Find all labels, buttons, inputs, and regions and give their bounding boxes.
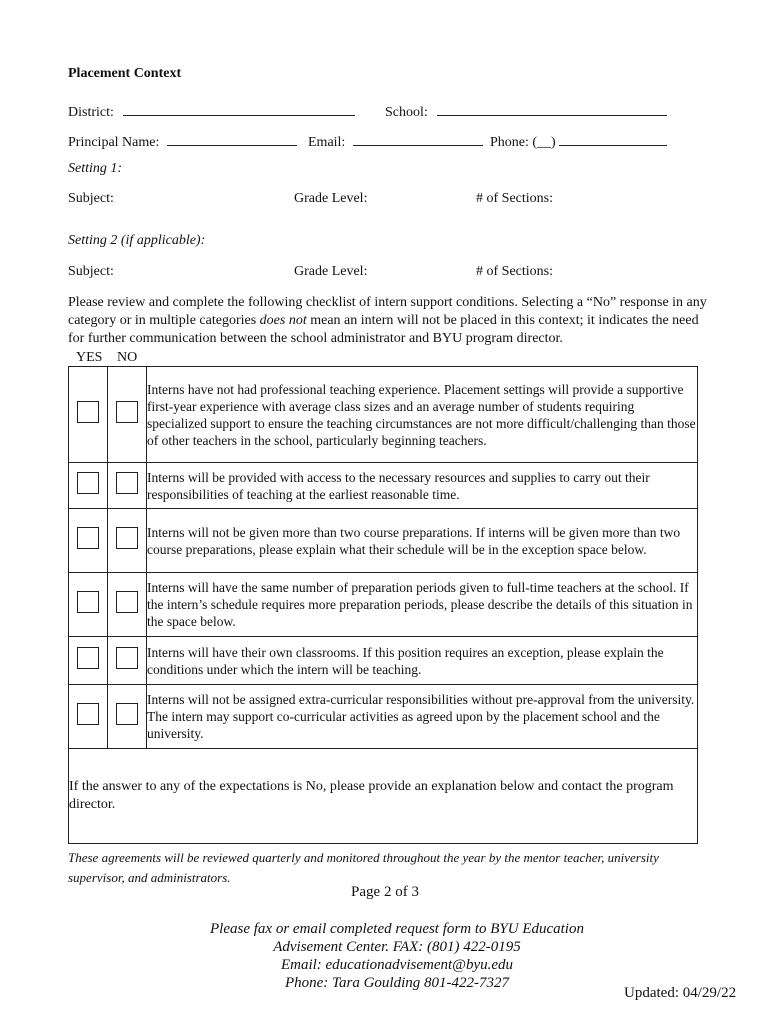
email-field[interactable] xyxy=(353,131,483,146)
checklist-item-text: Interns will be provided with access to the necessary resources and supplies to carry out their responsibilities of teaching at the earliest reasonable time. xyxy=(147,463,698,509)
school-row xyxy=(385,101,667,121)
setting1-subject: Subject: xyxy=(68,191,114,206)
checklist-row xyxy=(69,637,698,685)
section-title: Placement Context xyxy=(68,66,182,81)
checklist-row xyxy=(69,463,698,509)
checklist-row xyxy=(69,685,698,749)
page-number: Page 2 of 3 xyxy=(351,884,419,900)
explanation-row xyxy=(69,749,698,844)
intro-emphasis: does not xyxy=(259,313,307,328)
yes-checkbox[interactable] xyxy=(77,401,99,423)
intro-paragraph: Please review and complete the following checklist of intern support conditions. Selecting a “No” response in any category or in multiple categories does not mean an intern will not be placed in this context; it indicates the need for further communication between the school administrator and BYU program director. xyxy=(68,295,707,346)
contact-line: Phone: Tara Goulding 801-422-7327 xyxy=(284,975,510,991)
no-checkbox[interactable] xyxy=(116,527,138,549)
footnote: These agreements will be reviewed quarterly and monitored throughout the year by the mentor teacher, university supervisor, and administrators. xyxy=(68,850,659,885)
no-column-header: NO xyxy=(117,350,138,365)
checklist-item-text: Interns have not had professional teaching experience. Placement settings will provide a supportive first-year experience with average class sizes and an average number of students requiring specialized support to ensure the teaching circumstances are not more difficult/challenging than those of other teachers in the school, particularly beginning teachers. xyxy=(147,367,698,463)
explanation-text: If the answer to any of the expectations is No, please provide an explanation below and contact the program director. xyxy=(69,779,674,812)
yes-checkbox[interactable] xyxy=(77,527,99,549)
setting1-grade: Grade Level: xyxy=(294,191,368,206)
checklist-row xyxy=(69,367,698,463)
checklist-item-text: Interns will not be assigned extra-curricular responsibilities without pre-approval from the university. The intern may support co-curricular activities as agreed upon by the placement school and the university. xyxy=(147,685,698,749)
phone-row xyxy=(490,131,667,151)
contact-line: Please fax or email completed request form to BYU Education xyxy=(210,921,584,937)
no-checkbox[interactable] xyxy=(116,401,138,423)
phone-label: Phone: (__) xyxy=(490,135,556,150)
yes-checkbox[interactable] xyxy=(77,647,99,669)
principal-field[interactable] xyxy=(167,131,297,146)
checklist-item-text: Interns will not be given more than two course preparations. If interns will be given more than two course preparations, please explain what their schedule will be in the exception space below. xyxy=(147,509,698,573)
explanation-box[interactable] xyxy=(69,749,698,844)
setting2-grade: Grade Level: xyxy=(294,264,368,279)
updated-date: Updated: 04/29/22 xyxy=(624,985,737,1001)
yes-checkbox[interactable] xyxy=(77,703,99,725)
contact-line: Email: educationadvisement@byu.edu xyxy=(280,957,514,973)
contact-line: Advisement Center. FAX: (801) 422-0195 xyxy=(273,939,521,955)
no-checkbox[interactable] xyxy=(116,591,138,613)
contact-block xyxy=(0,920,770,992)
setting2-subject: Subject: xyxy=(68,264,114,279)
phone-field[interactable] xyxy=(559,131,667,146)
email-label: Email: xyxy=(308,135,346,150)
principal-row xyxy=(68,131,297,151)
checklist-row xyxy=(69,573,698,637)
checklist-item-text: Interns will have the same number of preparation periods given to full-time teachers at the school. If the intern’s schedule requires more preparation periods, please describe the details of this situation in the space below. xyxy=(147,573,698,637)
yes-column-header: YES xyxy=(76,350,103,365)
yes-checkbox[interactable] xyxy=(77,472,99,494)
principal-label: Principal Name: xyxy=(68,135,160,150)
checklist-row xyxy=(69,509,698,573)
no-checkbox[interactable] xyxy=(116,703,138,725)
no-checkbox[interactable] xyxy=(116,472,138,494)
setting2-heading: Setting 2 (if applicable): xyxy=(68,233,206,248)
setting1-sections: # of Sections: xyxy=(476,191,553,206)
no-checkbox[interactable] xyxy=(116,647,138,669)
district-field[interactable] xyxy=(123,101,355,116)
yes-checkbox[interactable] xyxy=(77,591,99,613)
email-row xyxy=(308,131,483,151)
setting2-sections: # of Sections: xyxy=(476,264,553,279)
school-label: School: xyxy=(385,105,428,120)
school-field[interactable] xyxy=(437,101,667,116)
district-row xyxy=(68,101,355,121)
district-label: District: xyxy=(68,105,114,120)
support-checklist xyxy=(68,366,698,844)
checklist-item-text: Interns will have their own classrooms. If this position requires an exception, please explain the conditions under which the intern will be teaching. xyxy=(147,637,698,685)
setting1-heading: Setting 1: xyxy=(68,161,123,176)
